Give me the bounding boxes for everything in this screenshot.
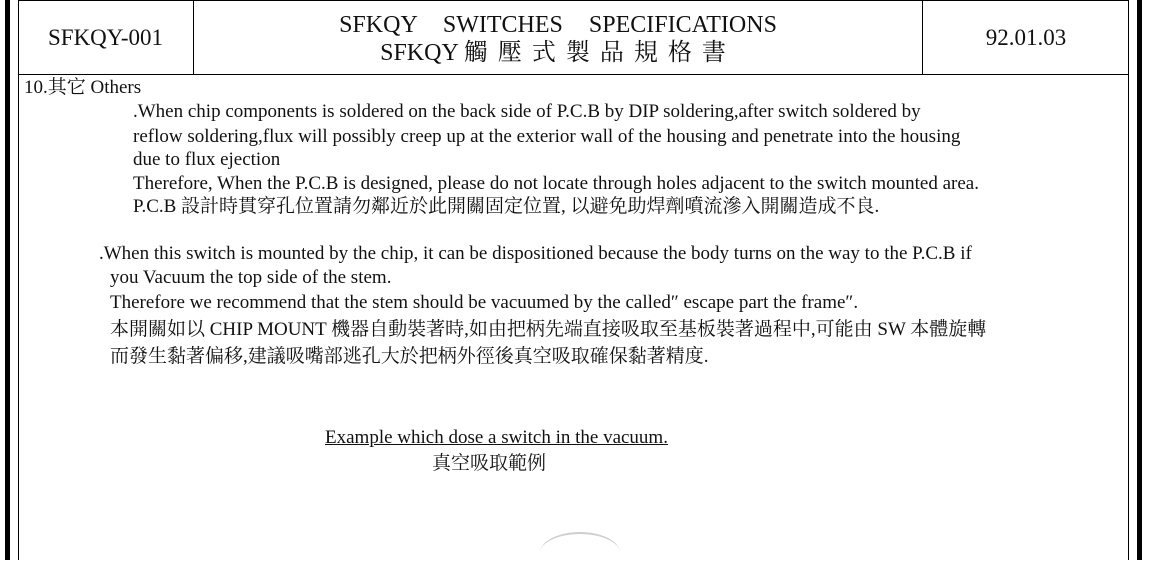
para1-line-5: P.C.B 設計時貫穿孔位置請勿鄰近於此開關固定位置, 以避免助焊劑噴流滲入開關造成不良. xyxy=(133,196,880,217)
title-prefix: SFKQY xyxy=(380,39,458,66)
para1-line-1: .When chip components is soldered on the back side of P.C.B by DIP soldering,after switch soldered by xyxy=(133,101,921,122)
title-cn-text: 觸壓式製品規格書 xyxy=(463,39,736,66)
document-title xyxy=(194,1,923,74)
title-chinese xyxy=(380,39,736,67)
document-code: SFKQY-001 xyxy=(18,1,194,74)
para1-line-3: due to flux ejection xyxy=(133,149,281,170)
example-caption-english: Example which dose a switch in the vacuum. xyxy=(325,427,668,448)
para1-line-4: Therefore, When the P.C.B is designed, please do not locate through holes adjacent to the switch mounted area. xyxy=(133,173,979,194)
vacuum-diagram-outline xyxy=(540,532,620,574)
para2-line-3: Therefore we recommend that the stem should be vacuumed by the called″ escape part the frame″. xyxy=(110,292,859,313)
spec-header-table xyxy=(18,0,1129,75)
para2-line-1: .When this switch is mounted by the chip, it can be dispositioned because the body turns on the way to the P.C.B if xyxy=(99,243,972,264)
section-heading: 10.其它 Others xyxy=(24,77,142,98)
document-date: 92.01.03 xyxy=(985,24,1067,50)
title-english: SFKQY SWITCHES SPECIFICATIONS xyxy=(339,11,777,38)
para2-line-4: 本開關如以 CHIP MOUNT 機器自動裝著時,如由把柄先端直接吸取至基板裝著過程中,可能由 SW 本體旋轉 xyxy=(110,319,987,340)
para2-line-5: 而發生黏著偏移,建議吸嘴部逃孔大於把柄外徑後真空吸取確保黏著精度. xyxy=(110,346,709,367)
para1-line-2: reflow soldering,flux will possibly creep up at the exterior wall of the housing and penetrate into the housing xyxy=(133,126,961,147)
para2-line-2: you Vacuum the top side of the stem. xyxy=(110,267,392,288)
example-caption-chinese: 真空吸取範例 xyxy=(432,453,547,474)
